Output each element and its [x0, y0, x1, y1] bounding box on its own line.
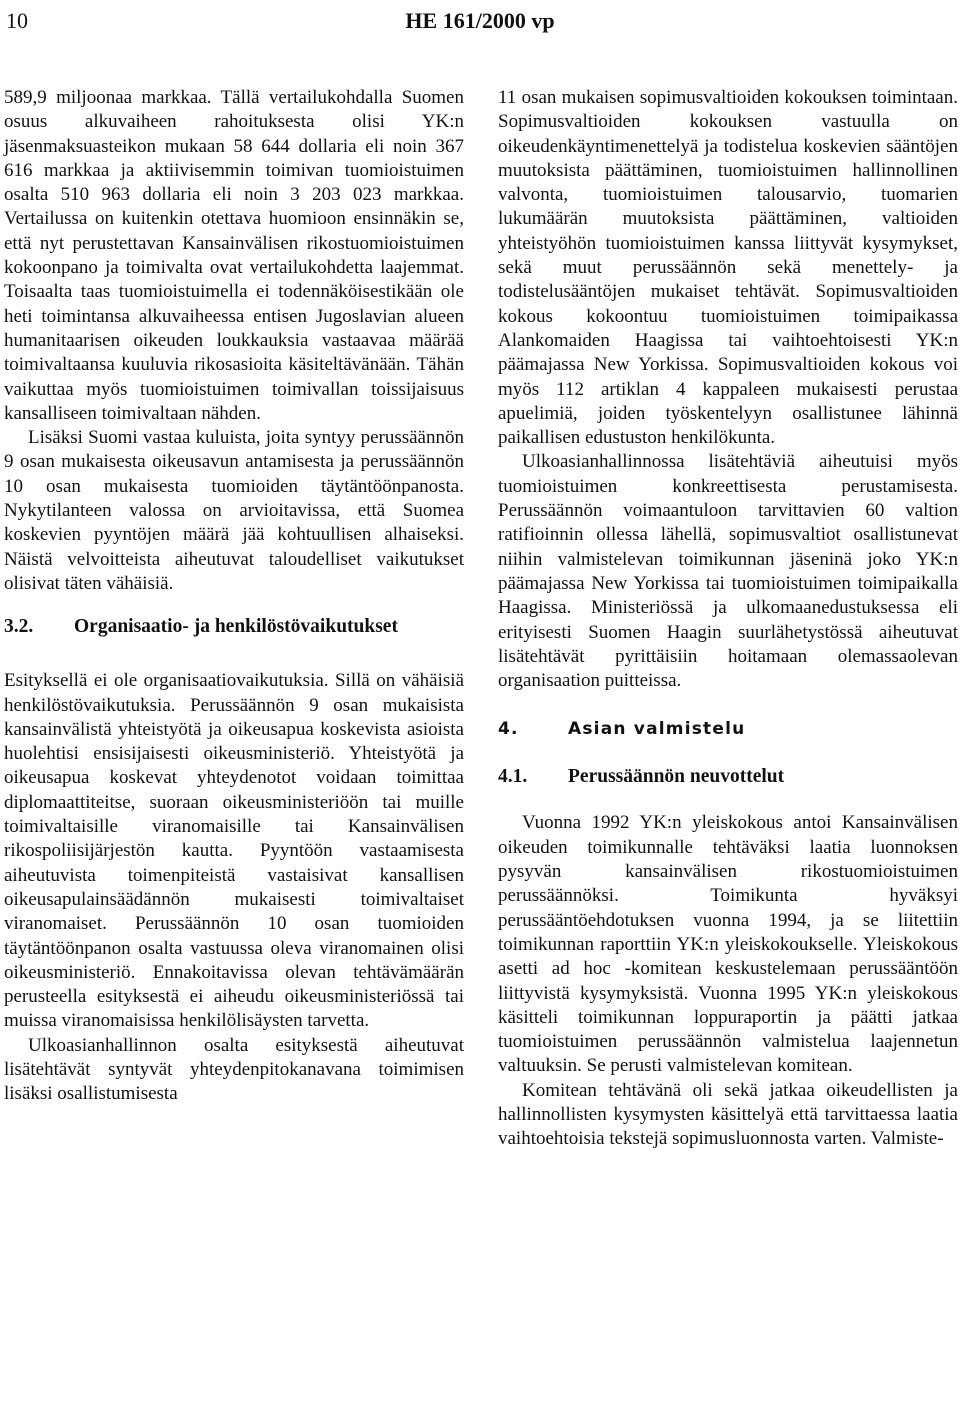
paragraph: Ulkoasianhallinnossa lisätehtäviä aiheutuisi myös tuomioistuimen konkreettisesta perustamisesta. Perussäännön voimaantuloon tarvittavien 60 valtion ratifioinnin ollessa lähellä, sopimusvaltiot osallistunevat niihin valmistelevan toimikunnan jäseninä joko YK:n päämajassa New Yorkissa tai tuomioistuimen toimipaikalla Haagissa. Ministeriössä ja ulkomaanedustuksessa eli erityisesti Suomen Haagin suurlähetystössä aiheutuvat lisätehtävät pyrittäisiin hoitamaan olemassaolevan organisaation puitteissa. — [498, 451, 958, 692]
section-number: 3.2. — [4, 616, 34, 638]
paragraph: 11 osan mukaisen sopimusvaltioiden kokouksen toimintaan. Sopimusvaltioiden kokouksen vastuulla on oikeudenkäyntimenettelyä ja todistelua koskevien sääntöjen muutoksista päättäminen, tuomioistuimen hallinnollinen valvonta, tuomioistuimen talousarvio, tuomarien lukumäärän muutoksista päättäminen, valtioiden yhteistyöhön tuomioistuimen kanssa liittyvät kysymykset, sekä muut perussäännön sekä menettely- ja todistelusääntöjen mukaiset tehtävät. Sopimusvaltioiden kokous kokoontuu tuomioistuimen toimipaikassa Alankomaiden Haagissa tai vaihtoehtoisesti YK:n päämajassa New Yorkissa. Sopimusvaltioiden kokous voi myös 112 artiklan 4 kappaleen mukaisesti perustaa apuelimiä, joiden työskentelyyn osallistunee lähinnä paikallisen edustuston henkilökunta. — [498, 87, 958, 449]
section-heading — [498, 717, 958, 742]
paragraph: Komitean tehtävänä oli sekä jatkaa oikeudellisten ja hallinnollisten kysymysten käsittelyä että tarvittaessa laatia vaihtoehtoisia tekstejä sopimusluonnosta varten. Valmiste- — [498, 1079, 958, 1150]
paragraph: Lisäksi Suomi vastaa kuluista, joita syntyy perussäännön 9 osan mukaisesta oikeusavun antamisesta ja perussäännön 10 osan mukaisesta tuomioiden täytäntöönpanosta. Nykytilanteen valossa on arvioitavissa, että Suomea koskevien pyyntöjen määrä jää kohtuullisen alhaiseksi. Näistä velvoitteista aiheutuvat taloudelliset vaikutukset olisivat täten vähäisiä. — [4, 427, 464, 594]
paragraph: Vuonna 1992 YK:n yleiskokous antoi Kansainvälisen oikeuden toimikunnalle tehtäväksi laatia luonnoksen pysyvän kansainvälisen rikostuomioistuimen perussäännöksi. Toimikunta hyväksyi perussääntöehdotuksen vuonna 1994, ja se liitettiin toimikunnan raporttiin YK:n yleiskokoukselle. Yleiskokous asetti ad hoc -komitean keskustelemaan perussääntöön liittyvistä kysymyksistä. Vuonna 1995 YK:n yleiskokous käsitteli toimikunnan loppuraportin ja päätti jatkaa tuomioistuimen perussäännön valmistelua laajennetun valtuuksin. Se perusti valmistelevan komitean. — [498, 812, 958, 1077]
page-header — [0, 6, 960, 36]
section-title: Organisaatio- ja henkilöstövaikutukset — [74, 616, 398, 638]
subsection-title: Perussäännön neuvottelut — [568, 766, 785, 788]
page-number: 10 — [6, 8, 28, 33]
subsection-number: 4.1. — [498, 766, 528, 788]
paragraph: 589,9 miljoonaa markkaa. Tällä vertailukohdalla Suomen osuus alkuvaiheen rahoituksesta olisi YK:n jäsenmaksuasteikon mukaan 58 644 dollaria eli noin 367 616 markkaa ja aktiivisemmin toimivan tuomioistuimen osalta 510 963 dollaria eli noin 3 203 023 markkaa. Vertailussa on kuitenkin otettava huomioon ensinnäkin se, että nyt perustettavan Kansainvälisen rikostuomioistuimen kokoonpano ja toimivalta ovat vertailukohdetta laajemmat. Toisaalta taas tuomioistuimella ei todennäköisestikään ole heti toimintansa alkuvaiheessa entisen Jugoslavian alueen humanitaarisen oikeuden loukkauksia vastaavaa määrää toimivaltaansa kuuluvia rikosasioita käsiteltävänään. Tähän vaikuttaa myös tuomioistuimen toimivallan toissijaisuus kansalliseen toimivaltaan nähden. — [4, 87, 464, 424]
section-title: Asian valmistelu — [568, 719, 746, 740]
paragraph: Ulkoasianhallinnon osalta esityksestä aiheutuvat lisätehtävät syntyvät yhteydenpitokanavana toimimisen lisäksi osallistumisesta — [4, 1034, 464, 1105]
section-number: 4. — [498, 719, 519, 740]
paragraph: Esityksellä ei ole organisaatiovaikutuksia. Sillä on vähäisiä henkilöstövaikutuksia. Perussäännön 9 osan mukaisista kansainvälistä yhteistyötä ja oikeusapua koskevista asioista huolehtisi ensisijaisesti oikeusministeriö. Yhteistyötä ja oikeusapua koskevat yhteydenotot voidaan toimittaa diplomaattiteitse, suoraan oikeusministeriöön tai muille toimivaltaisille viranomaisille tai Kansainvälisen rikospoliisijärjestön kautta. Pyyntöön vastaamisesta aiheutuvista toimenpiteistä vastaisivat kansallisen oikeusapulainsäädännön mukaisesti toimivaltaiset viranomaiset. Perussäännön 10 osan tuomioiden täytäntöönpanon osalta vastuussa oleva viranomainen olisi oikeusministeriö. Ennakoitavissa olevan tehtävämäärän perusteella esityksestä ei aiheudu oikeusministeriössä tai muissa viranomaisissa henkilölisäysten tarvetta. — [4, 670, 464, 1032]
document-id: HE 161/2000 vp — [405, 8, 555, 33]
right-column — [498, 86, 958, 1152]
left-column — [4, 86, 464, 1107]
subsection-heading — [498, 764, 958, 789]
section-heading — [4, 614, 464, 639]
